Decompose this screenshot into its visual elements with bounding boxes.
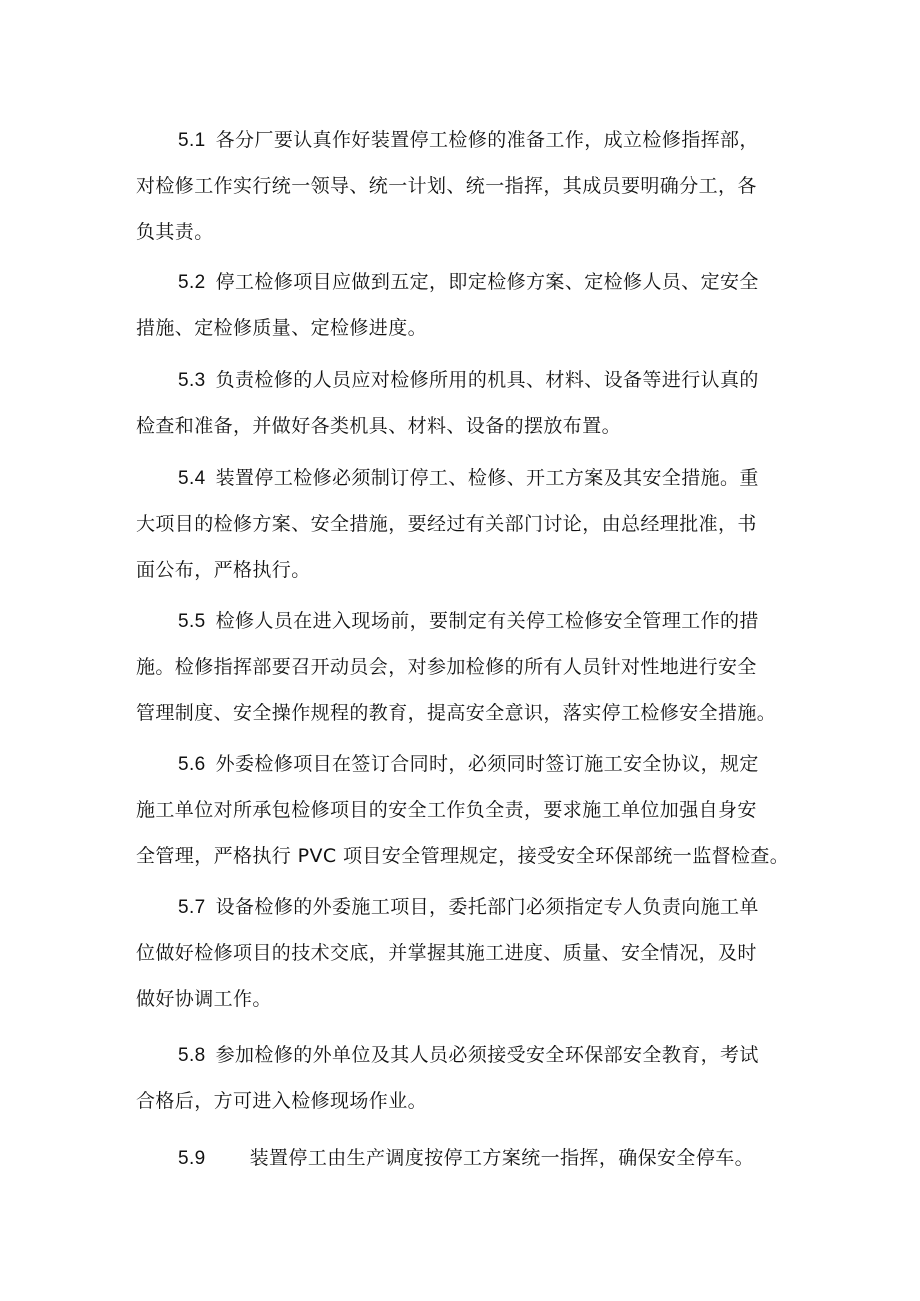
clause-text-line: 装置停工由生产调度按停工方案统一指挥，确保安全停车。: [249, 1147, 755, 1169]
clause-5-8: [136, 1032, 796, 1124]
clause-text-line: 设备检修的外委施工项目，委托部门必须指定专人负责向施工单: [215, 896, 759, 918]
clause-5-6: [136, 741, 796, 879]
clause-text-line: 合格后，方可进入检修现场作业。: [136, 1090, 428, 1112]
clause-text-line: 施。检修指挥部要召开动员会，对参加检修的所有人员针对性地进行安全: [136, 656, 757, 678]
clause-text-line: 大项目的检修方案、安全措施，要经过有关部门讨论，由总经理批准，书: [136, 513, 757, 535]
clause-number: 5.5: [178, 611, 206, 632]
clause-5-1: [136, 117, 796, 255]
clause-number: 5.8: [178, 1045, 206, 1066]
clause-text-line: 措施、定检修质量、定检修进度。: [136, 317, 428, 339]
clause-number: 5.2: [178, 272, 206, 293]
clause-text-line: 装置停工检修必须制订停工、检修、开工方案及其安全措施。重: [215, 467, 759, 489]
clause-5-5: [136, 598, 796, 736]
clause-text-line: 负其责。: [136, 221, 214, 243]
clause-text-line: 做好协调工作。: [136, 988, 272, 1010]
clause-text-line: 管理制度、安全操作规程的教育，提高安全意识，落实停工检修安全措施。: [136, 702, 777, 724]
clause-text-line: 对检修工作实行统一领导、统一计划、统一指挥，其成员要明确分工，各: [136, 175, 757, 197]
clause-text-line: 位做好检修项目的技术交底，并掌握其施工进度、质量、安全情况，及时: [136, 942, 757, 964]
clause-number: 5.7: [178, 897, 206, 918]
clause-5-9: [136, 1135, 796, 1181]
clause-text-line: 施工单位对所承包检修项目的安全工作负全责，要求施工单位加强自身安: [136, 799, 757, 821]
clause-number: 5.3: [178, 370, 206, 391]
clause-text-line: 全管理，严格执行 PVC 项目安全管理规定，接受安全环保部统一监督检查。: [136, 845, 790, 867]
clause-text-line: 参加检修的外单位及其人员必须接受安全环保部安全教育，考试: [215, 1044, 759, 1066]
clause-text-line: 各分厂要认真作好装置停工检修的准备工作，成立检修指挥部，: [215, 129, 759, 151]
clause-text-line: 负责检修的人员应对检修所用的机具、材料、设备等进行认真的: [215, 369, 759, 391]
clause-text-line: 外委检修项目在签订合同时，必须同时签订施工安全协议，规定: [215, 753, 759, 775]
clause-number: 5.1: [178, 130, 206, 151]
clause-5-7: [136, 884, 796, 1022]
clause-text-line: 检修人员在进入现场前，要制定有关停工检修安全管理工作的措: [215, 610, 759, 632]
clause-number: 5.4: [178, 468, 206, 489]
clause-number: 5.9: [178, 1148, 206, 1169]
clause-text-line: 面公布，严格执行。: [136, 559, 311, 581]
clause-5-4: [136, 455, 796, 593]
clause-5-2: [136, 259, 796, 351]
clause-number: 5.6: [178, 754, 206, 775]
clause-text-line: 停工检修项目应做到五定，即定检修方案、定检修人员、定安全: [215, 271, 759, 293]
clause-5-3: [136, 357, 796, 449]
clause-text-line: 检查和准备，并做好各类机具、材料、设备的摆放布置。: [136, 415, 622, 437]
